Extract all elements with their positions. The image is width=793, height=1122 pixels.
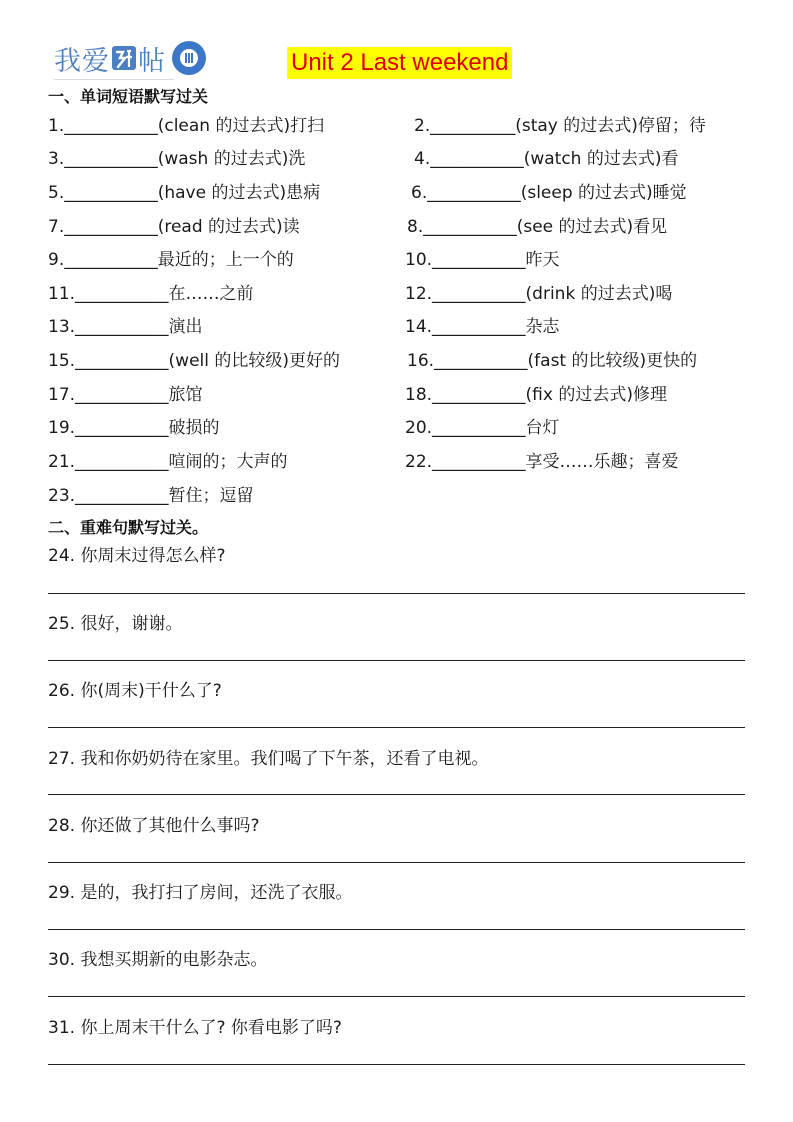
section-1-title: 一、单词短语默写过关 xyxy=(48,87,209,106)
vocab-item: 23.___________暂住；逗留 xyxy=(48,486,254,506)
vocab-item: 18.___________(fix 的过去式)修理 xyxy=(405,385,667,405)
answer-line xyxy=(48,660,745,661)
logo-mark-icon xyxy=(111,43,137,73)
vocab-item: 16.___________(fast 的比较级)更快的 xyxy=(407,351,698,371)
vocab-item: 14.___________杂志 xyxy=(405,317,560,337)
vocab-item: 17.___________旅馆 xyxy=(48,385,203,405)
vocab-item: 5.___________(have 的过去式)患病 xyxy=(48,183,321,203)
vocab-item: 7.___________(read 的过去式)读 xyxy=(48,217,300,237)
vocab-item: 19.___________破损的 xyxy=(48,418,220,438)
logo xyxy=(54,38,206,78)
vocab-item: 8.___________(see 的过去式)看见 xyxy=(407,217,668,237)
vocab-item: 22.___________享受……乐趣；喜爱 xyxy=(405,452,679,472)
vocab-item: 9.___________最近的；上一个的 xyxy=(48,250,294,270)
sentence-prompt: 25. 很好，谢谢。 xyxy=(48,614,183,634)
logo-text-2: 帖 xyxy=(138,45,166,77)
logo-badge-icon xyxy=(172,41,206,75)
sentence-prompt: 28. 你还做了其他什么事吗? xyxy=(48,816,260,836)
vocab-item: 13.___________演出 xyxy=(48,317,203,337)
logo-underline xyxy=(54,79,174,80)
logo-text: 我爱 xyxy=(54,45,110,77)
vocab-item: 15.___________(well 的比较级)更好的 xyxy=(48,351,341,371)
answer-line xyxy=(48,1064,745,1065)
answer-line xyxy=(48,862,745,863)
answer-line xyxy=(48,996,745,997)
vocab-item: 4.___________(watch 的过去式)看 xyxy=(414,149,679,169)
answer-line xyxy=(48,794,745,795)
answer-line xyxy=(48,593,745,594)
sentence-prompt: 30. 我想买期新的电影杂志。 xyxy=(48,950,268,970)
page-title: Unit 2 Last weekend xyxy=(287,47,512,79)
vocab-item: 11.___________在……之前 xyxy=(48,284,254,304)
vocab-item: 2.__________(stay 的过去式)停留；待 xyxy=(414,116,706,136)
sentence-prompt: 26. 你(周末)干什么了? xyxy=(48,681,222,701)
vocab-item: 20.___________台灯 xyxy=(405,418,560,438)
answer-line xyxy=(48,727,745,728)
sentence-prompt: 24. 你周末过得怎么样? xyxy=(48,546,226,566)
vocab-item: 12.___________(drink 的过去式)喝 xyxy=(405,284,673,304)
vocab-item: 21.___________喧闹的；大声的 xyxy=(48,452,288,472)
vocab-item: 6.___________(sleep 的过去式)睡觉 xyxy=(411,183,687,203)
answer-line xyxy=(48,929,745,930)
sentence-prompt: 29. 是的，我打扫了房间，还洗了衣服。 xyxy=(48,883,353,903)
vocab-item: 10.___________昨天 xyxy=(405,250,560,270)
sentence-prompt: 31. 你上周末干什么了? 你看电影了吗? xyxy=(48,1018,342,1038)
vocab-item: 1.___________(clean 的过去式)打扫 xyxy=(48,116,325,136)
sentence-prompt: 27. 我和你奶奶待在家里。我们喝了下午茶，还看了电视。 xyxy=(48,749,489,769)
vocab-item: 3.___________(wash 的过去式)洗 xyxy=(48,149,306,169)
section-2-title: 二、重难句默写过关。 xyxy=(48,518,209,537)
